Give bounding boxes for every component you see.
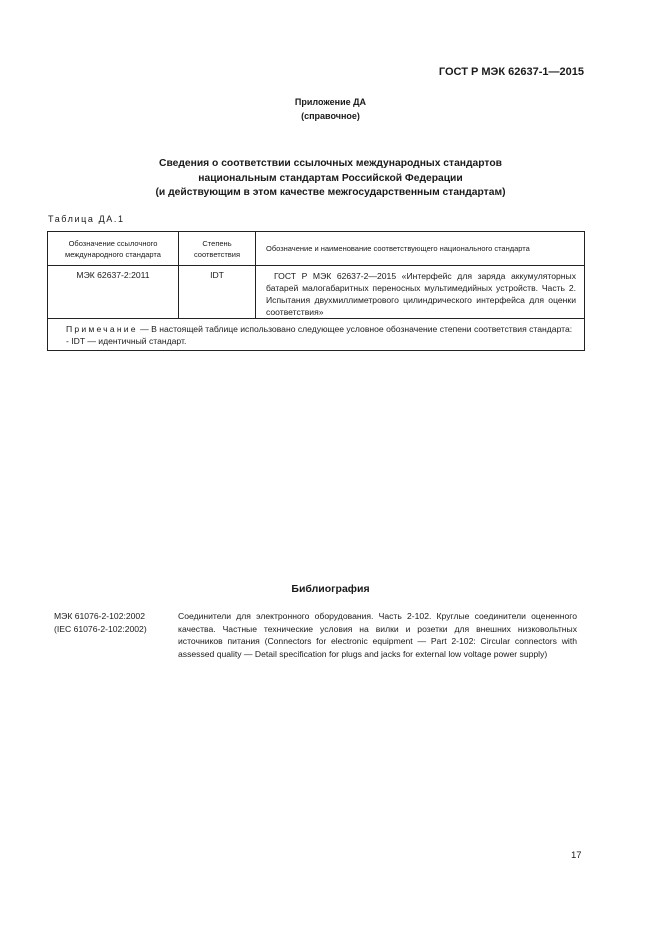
appendix-title: Приложение ДА: [294, 97, 367, 107]
note-item-text: - IDT — идентичный стандарт.: [66, 336, 187, 346]
correspondence-table: [47, 231, 585, 351]
main-title-line: Сведения о соответствии ссылочных международных стандартов: [159, 158, 502, 169]
appendix-subtitle: (справочное): [301, 111, 360, 121]
bibliography-ref-ru: МЭК 61076-2-102:2002: [54, 611, 145, 621]
main-title-line: национальным стандартам Российской Федерации: [198, 172, 463, 184]
table-note: [48, 319, 585, 351]
table-label: Таблица ДА.1: [48, 214, 125, 224]
bibliography-entry-text: Соединители для электронного оборудования. Часть 2-102. Круглые соединители оцененного качества. Частные технические условия на вилки и розетки для внешних низковольтных источников питания (Connectors for electronic equipment — Part 2-102: Circular connectors with assessed quality — Detail specification for plugs and jacks for external low voltage power supply): [178, 611, 577, 659]
note-text: — В настоящей таблице использовано следующее условное обозначение степени соответствия стандарта:: [140, 324, 573, 334]
note-item: [58, 335, 576, 347]
main-title-line: (и действующим в этом качестве межгосударственным стандартам): [155, 187, 506, 198]
table-row: [48, 266, 585, 319]
intl-standard-cell: МЭК 62637-2:2011: [48, 266, 179, 319]
column-header: Обозначение ссылочного международного стандарта: [48, 232, 179, 266]
appendix-heading: [0, 95, 661, 123]
national-standard-cell: [256, 266, 585, 319]
note-paragraph: [58, 323, 576, 335]
column-header: Обозначение и наименование соответствующего национального стандарта: [256, 232, 585, 266]
column-header: Степень соответствия: [179, 232, 256, 266]
national-standard-text: ГОСТ Р МЭК 62637-2—2015 «Интерфейс для заряда аккумуляторных батарей малогабаритных переносных мультимедийных устройств. Часть 2. Испытания двухмиллиметрового цилиндрического интерфейса для оценки соответствия»: [266, 271, 576, 317]
main-title: [0, 157, 661, 201]
degree-cell: IDT: [179, 266, 256, 319]
page-number: 17: [571, 850, 582, 861]
bibliography-ref-en: (IEC 61076-2-102:2002): [54, 623, 147, 634]
table-note-row: [48, 319, 585, 351]
table-header-row: [48, 232, 585, 266]
note-label: Примечание: [66, 324, 138, 334]
bibliography-reference: [54, 610, 147, 635]
bibliography-title: Библиография: [291, 583, 370, 595]
document-code: ГОСТ Р МЭК 62637-1—2015: [438, 66, 584, 78]
